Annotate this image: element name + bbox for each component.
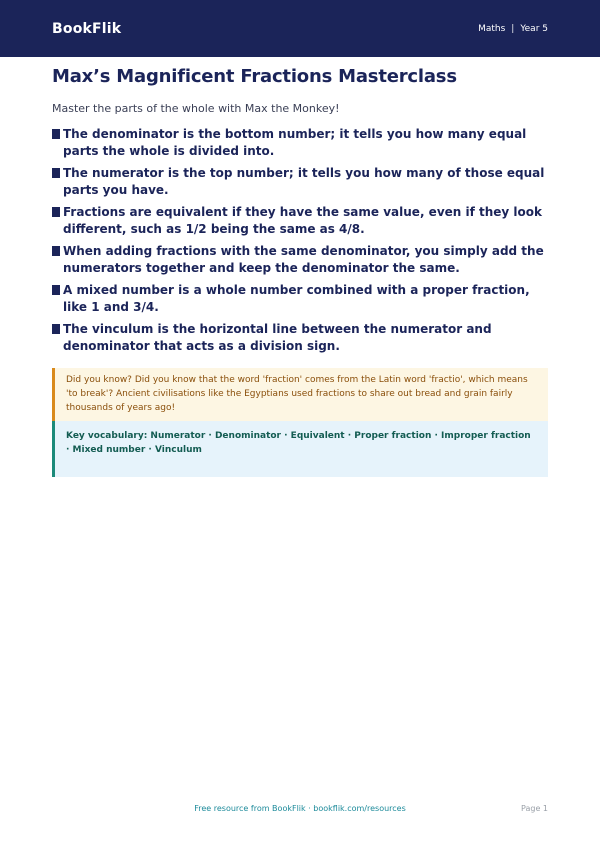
key-vocabulary-box: Key vocabulary: Numerator · Denominator · Equivalent · Proper fraction · Improper fraction · Mixed number · Vinculum (52, 421, 548, 477)
main-content (52, 66, 548, 477)
square-bullet-icon (52, 246, 60, 256)
resource-link[interactable]: Free resource from BookFlik · bookflik.com/resources (194, 803, 406, 813)
header-meta (478, 24, 548, 34)
meta-separator: | (511, 23, 515, 34)
fact-item (52, 204, 548, 238)
fact-text: When adding fractions with the same denominator, you simply add the numerators together and keep the denominator the same. (63, 244, 544, 275)
fact-item (52, 321, 548, 355)
square-bullet-icon (52, 324, 60, 334)
fact-item (52, 126, 548, 160)
fact-text: The denominator is the bottom number; it tells you how many equal parts the whole is divided into. (63, 127, 527, 158)
square-bullet-icon (52, 168, 60, 178)
square-bullet-icon (52, 285, 60, 295)
brand-logo[interactable]: BookFlik (52, 20, 122, 37)
fact-item (52, 282, 548, 316)
page-footer (52, 801, 548, 815)
fact-text: A mixed number is a whole number combined with a proper fraction, like 1 and 3/4. (63, 283, 530, 314)
page-title: Max’s Magnificent Fractions Masterclass (52, 66, 457, 87)
year-label: Year 5 (520, 23, 548, 34)
fact-list (52, 126, 548, 355)
page-number: Page 1 (521, 803, 548, 813)
fact-text: The numerator is the top number; it tells you how many of those equal parts you have. (63, 166, 545, 197)
subject-label: Maths (478, 23, 506, 34)
square-bullet-icon (52, 129, 60, 139)
did-you-know-callout: Did you know? Did you know that the word 'fraction' comes from the Latin word 'fractio', which means 'to break'? Ancient civilisations like the Egyptians used fractions to share out bread and grain fairly thousands of years ago! (52, 368, 548, 421)
square-bullet-icon (52, 207, 60, 217)
fact-text: The vinculum is the horizontal line between the numerator and denominator that acts as a division sign. (63, 322, 492, 353)
fact-item (52, 165, 548, 199)
fact-item (52, 243, 548, 277)
fact-text: Fractions are equivalent if they have the same value, even if they look different, such as 1/2 being the same as 4/8. (63, 205, 543, 236)
page-subtitle: Master the parts of the whole with Max the Monkey! (52, 102, 340, 115)
page-header (0, 0, 600, 57)
